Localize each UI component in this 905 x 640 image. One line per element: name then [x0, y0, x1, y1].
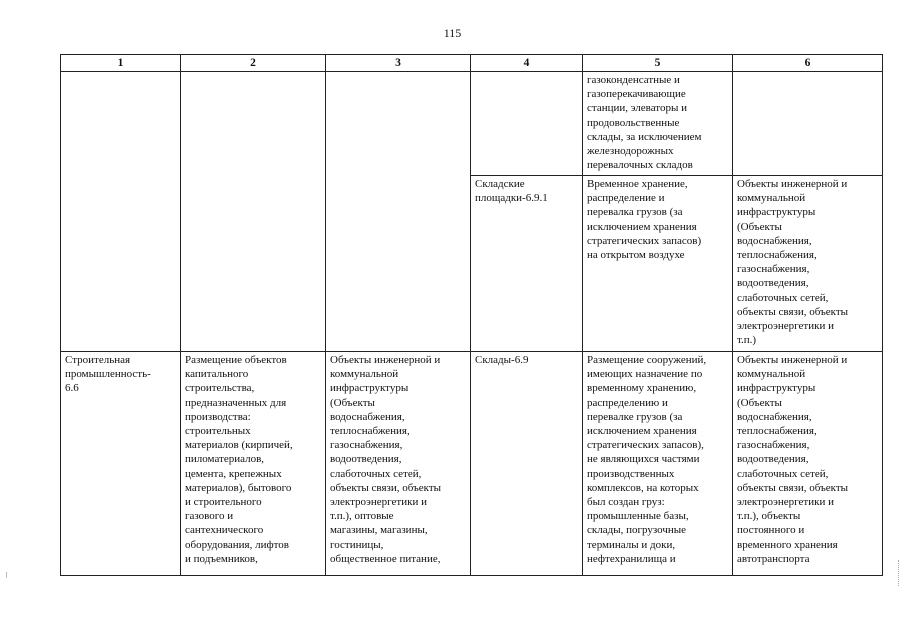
zoning-table	[60, 54, 883, 576]
storage-sites-description: Временное хранение, распределение и перевалка грузов (за исключением хранения стратегических запасов) на открытом воздухе	[583, 176, 733, 352]
storage-sites-auxiliary-uses: Объекты инженерной и коммунальной инфраструктуры (Объекты водоснабжения, теплоснабжения, газоснабжения, водоотведения, слаботочных сетей, объекты связи, объекты электроэнергетики и т.п.)	[733, 176, 883, 352]
table-header-row	[61, 55, 883, 72]
table-cell-2	[181, 72, 326, 352]
table-cell-3	[326, 72, 471, 352]
table-row	[61, 72, 883, 176]
table-row	[61, 352, 883, 576]
column-header-4: 4	[471, 55, 583, 72]
table-cell-4	[471, 72, 583, 176]
column-header-6: 6	[733, 55, 883, 72]
column-header-1: 1	[61, 55, 181, 72]
page-number: 115	[443, 26, 462, 40]
table-cell-6	[733, 72, 883, 176]
warehouses-auxiliary-uses: Объекты инженерной и коммунальной инфраструктуры (Объекты водоснабжения, теплоснабжения, газоснабжения, водоотведения, слаботочных сетей, объекты связи, объекты электроэнергетики и т.п.), объекты постоянного и временного хранения автотранспорта	[733, 352, 883, 576]
column-header-5: 5	[583, 55, 733, 72]
scan-margin-mark	[898, 560, 901, 586]
column-header-2: 2	[181, 55, 326, 72]
construction-industry-description: Размещение объектов капитального строительства, предназначенных для производства: строительных материалов (кирпичей, пиломатериалов, цемента, крепежных материалов), бытового и строительного газового и сантехнического оборудования, лифтов и подъемников,	[181, 352, 326, 576]
scan-edge-mark	[6, 572, 7, 578]
warehouses-description: Размещение сооружений, имеющих назначение по временному хранению, распределению и перевалке грузов (за исключением хранения стратегических запасов), не являющихся частями производственных комплексов, на которых был создан груз: промышленные базы, склады, погрузочные терминалы и доки, нефтехранилища и	[583, 352, 733, 576]
warehouses-name: Склады-6.9	[471, 352, 583, 576]
storage-sites-name: Складские площадки-6.9.1	[471, 176, 583, 352]
column-header-3: 3	[326, 55, 471, 72]
construction-industry-name: Строительная промышленность- 6.6	[61, 352, 181, 576]
continuation-cell-5: газоконденсатные и газоперекачивающие станции, элеваторы и продовольственные склады, за исключением железнодорожных перевалочных складов	[583, 72, 733, 176]
table-cell-1	[61, 72, 181, 352]
construction-industry-auxiliary-uses: Объекты инженерной и коммунальной инфраструктуры (Объекты водоснабжения, теплоснабжения, газоснабжения, водоотведения, слаботочных сетей, объекты связи, объекты электроэнергетики и т.п.), оптовые магазины, магазины, гостиницы, общественное питание,	[326, 352, 471, 576]
